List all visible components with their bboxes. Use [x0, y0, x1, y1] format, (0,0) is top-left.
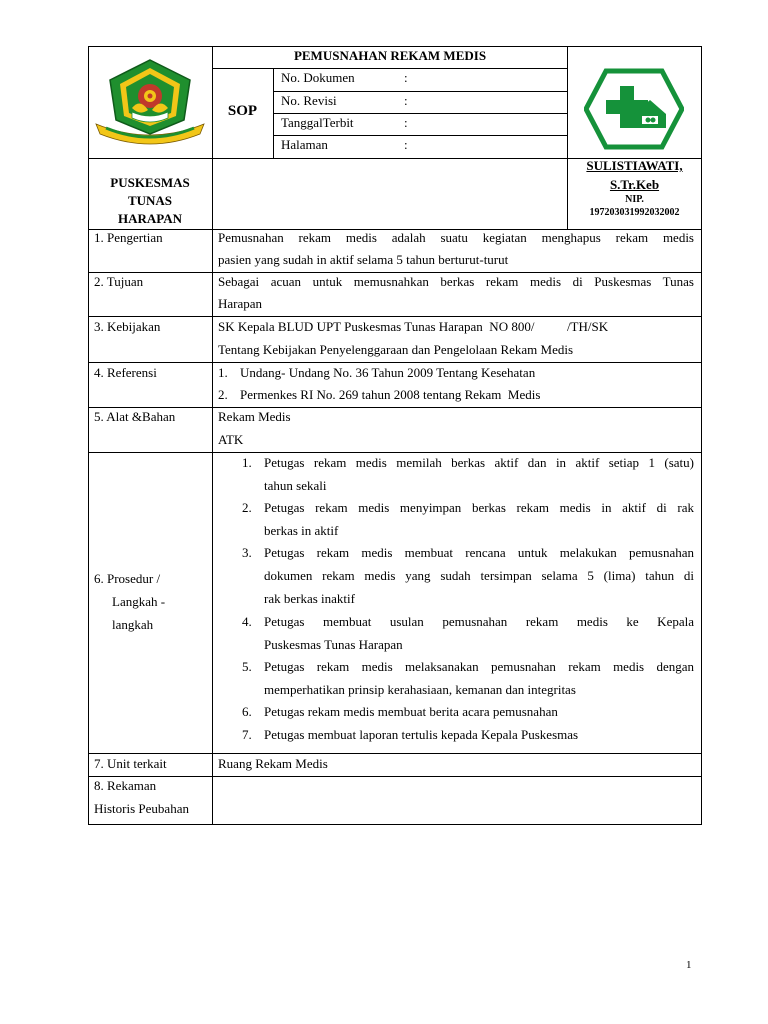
list-number: 4.	[242, 614, 252, 629]
doc-field-value: :	[404, 115, 408, 130]
list-number: 7.	[242, 727, 252, 742]
list-item: Petugas rekam medis memilah berkas aktif dan in aktif setiap 1 (satu)	[264, 455, 694, 470]
doc-field-value: :	[404, 137, 408, 152]
list-number: 1.	[242, 455, 252, 470]
doc-field-label: No. Revisi	[281, 93, 337, 108]
row-label-kebijakan: 3. Kebijakan	[94, 319, 161, 334]
signer-nip-label: NIP.	[625, 194, 644, 205]
signer-title: S.Tr.Keb	[609, 177, 660, 192]
list-item: Permenkes RI No. 269 tahun 2008 tentang Rekam Medis	[240, 387, 541, 402]
row-text: Sebagai acuan untuk memusnahkan berkas rekam medis di Puskesmas Tunas	[218, 274, 694, 289]
list-item: dokumen rekam medis yang sudah tersimpan selama 5 (lima) tahun di	[264, 568, 694, 583]
list-number: 2.	[218, 387, 228, 402]
list-number: 1.	[218, 365, 228, 380]
row-label-referensi: 4. Referensi	[94, 365, 157, 380]
list-item: memperhatikan prinsip kerahasiaan, kemanan dan integritas	[264, 682, 576, 697]
list-number: 3.	[242, 545, 252, 560]
signer-name: SULISTIAWATI,	[586, 158, 683, 173]
row-text: Harapan	[218, 296, 263, 311]
doc-field-label: Halaman	[281, 137, 328, 152]
list-item: berkas in aktif	[264, 523, 339, 538]
sop-label: SOP	[227, 103, 258, 119]
list-number: 6.	[242, 704, 252, 719]
row-text: ATK	[218, 432, 244, 447]
list-item: Petugas rekam medis membuat berita acara pemusnahan	[264, 704, 558, 719]
doc-field-label: TanggalTerbit	[281, 115, 354, 130]
list-number: 5.	[242, 659, 252, 674]
row-label-pengertian: 1. Pengertian	[94, 230, 163, 245]
doc-field-value: :	[404, 70, 408, 85]
list-item: Petugas rekam medis melaksanakan pemusnahan rekam medis dengan	[264, 659, 694, 674]
list-number: 2.	[242, 500, 252, 515]
row-label-tujuan: 2. Tujuan	[94, 274, 144, 289]
row-text: SK Kepala BLUD UPT Puskesmas Tunas Harapan NO 800/ /TH/SK	[218, 319, 609, 334]
doc-field-label: No. Dokumen	[281, 70, 355, 85]
puskesmas-cross-logo-icon	[584, 68, 684, 150]
list-item: Petugas rekam medis membuat rencana untuk melakukan pemusnahan	[264, 545, 694, 560]
page-number: 1	[686, 959, 692, 971]
regency-emblem-icon	[92, 54, 208, 146]
row-text: Ruang Rekam Medis	[218, 756, 328, 771]
row-text: Rekam Medis	[218, 409, 291, 424]
list-item: tahun sekali	[264, 478, 327, 493]
row-label-unit: 7. Unit terkait	[94, 756, 167, 771]
row-text: Tentang Kebijakan Penyelenggaraan dan Pengelolaan Rekam Medis	[218, 342, 574, 357]
list-item: Undang- Undang No. 36 Tahun 2009 Tentang Kesehatan	[240, 365, 536, 380]
list-item: Petugas membuat usulan pemusnahan rekam medis ke Kepala	[264, 614, 694, 629]
list-item: rak berkas inaktif	[264, 591, 355, 606]
row-text: Pemusnahan rekam medis adalah suatu kegiatan menghapus rekam medis	[218, 230, 694, 245]
list-item: Puskesmas Tunas Harapan	[264, 637, 403, 652]
list-item: Petugas rekam medis menyimpan berkas rekam medis in aktif di rak	[264, 500, 694, 515]
row-text: pasien yang sudah in aktif selama 5 tahun berturut-turut	[218, 252, 509, 267]
document-title: PEMUSNAHAN REKAM MEDIS	[293, 48, 487, 63]
list-item: Petugas membuat laporan tertulis kepada Kepala Puskesmas	[264, 727, 579, 742]
doc-field-value: :	[404, 93, 408, 108]
row-label-alat: 5. Alat &Bahan	[94, 409, 176, 424]
signer-nip: 197203031992032002	[589, 207, 680, 218]
